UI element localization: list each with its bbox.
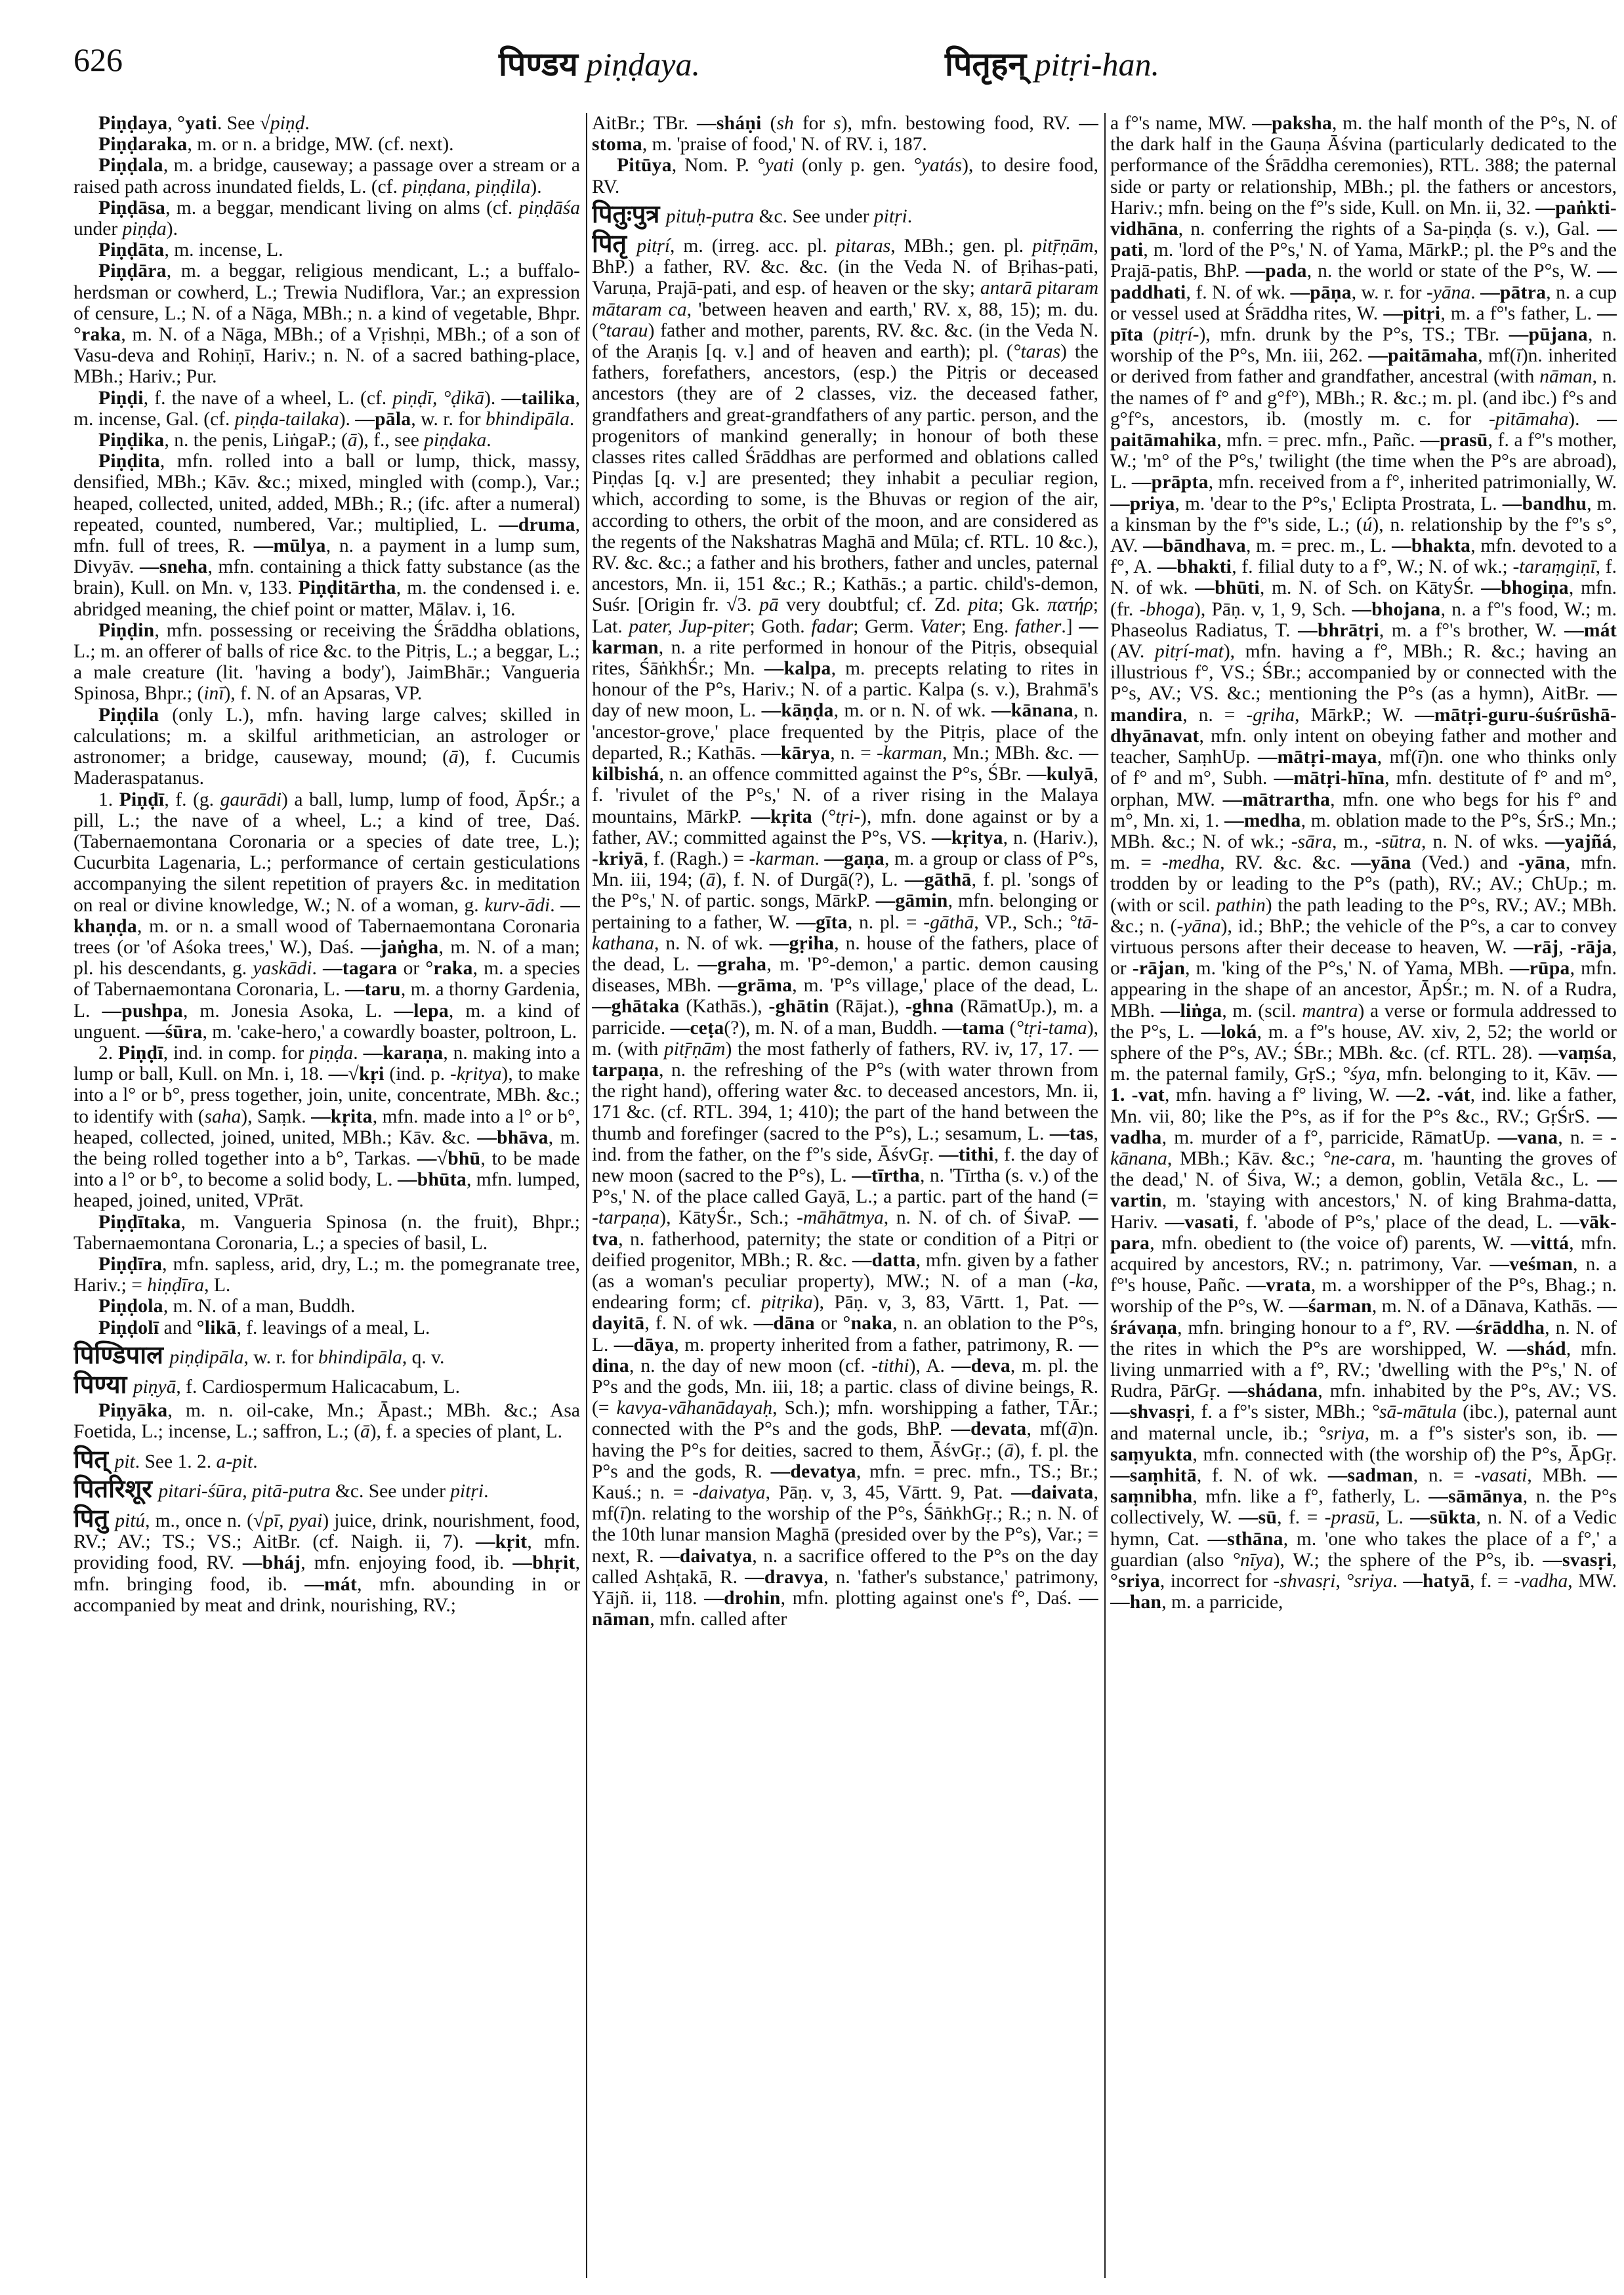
italic-term: ā: [347, 430, 358, 451]
headword: —shvasṛi: [1110, 1401, 1191, 1423]
headword: —priya: [1110, 493, 1175, 514]
italic-term: -pitāmaha: [1488, 408, 1569, 430]
headword: Piṇḍolī: [98, 1317, 159, 1338]
devanagari-headword: पिण्या: [73, 1371, 133, 1399]
italic-term: nāman: [1539, 366, 1593, 388]
italic-term: pitaras: [835, 236, 891, 257]
left-guide-devanagari: पिण्डय: [499, 46, 578, 83]
dictionary-entry: पिण्डिपाल piṇḍipāla, w. r. for bhindipāla, q. v.: [73, 1341, 445, 1369]
headword: —drohin: [704, 1588, 781, 1609]
headword: °raka: [425, 958, 473, 980]
left-guide-transliteration: piṇḍaya.: [586, 46, 700, 83]
right-guide-devanagari: पितृहन्: [945, 46, 1027, 83]
headword: —saṃyukta: [1110, 1422, 1617, 1465]
headword: —paṅkti-vidhāna: [1110, 197, 1617, 240]
dictionary-entry: 2. Piṇḍī, ind. in comp. for piṇḍa. —karaṇa, n. making into a lump or ball, Kull. on Mn. i, 18. —√kṛi (ind. p. -kṛitya), to make into a l° or b°, press together, join, unite, concentrate, MBh. &c.; to identify with (saha), Saṃk. —kṛita, mfn. made into a l° or b°, heaped, collected, joined, united, MBh.; Kāv. &c. —bhāva, m. the being rolled together into a b°, Tarkas. —√bhū, to be made into a l° or b°, to become a solid body, L. —bhūta, mfn. lumped, heaped, joined, united, VPrāt.: [73, 1042, 580, 1212]
dictionary-entry: Piṇḍāta, m. incense, L.: [98, 239, 283, 261]
italic-term: pitṝṇām: [664, 1038, 726, 1060]
italic-term: piṇḍa: [309, 1042, 354, 1064]
italic-term: °ne-cara: [1322, 1148, 1391, 1169]
headword: —sneha: [140, 556, 208, 578]
headword: —vāk-para: [1110, 1211, 1617, 1254]
headword: —stoma: [592, 113, 1098, 155]
italic-term: -karman: [876, 742, 942, 764]
headword: —ceṭa: [670, 1017, 724, 1039]
headword: —śrávaṇa: [1110, 1296, 1617, 1338]
headword: Piṇḍāsa: [98, 197, 166, 218]
italic-term: °yati: [757, 155, 794, 176]
dictionary-entry: Piṇḍītaka, m. Vangueria Spinosa (n. the fruit), Bhpr.; Tabernaemontana Coronaria, L.; a species of basil, L.: [73, 1211, 580, 1254]
headword: —śrāddha: [1456, 1317, 1545, 1338]
italic-term: -vasati: [1474, 1465, 1528, 1486]
headword: —gāthā: [904, 869, 972, 891]
italic-term: pathin: [1216, 894, 1266, 916]
headword: Piṇḍala: [98, 155, 163, 176]
italic-term: -gṛiha: [1246, 704, 1295, 726]
page-header: [0, 41, 1624, 87]
headword: —graha: [697, 953, 767, 975]
italic-term: -kānana: [1110, 1127, 1617, 1169]
dictionary-entry: पित् pit. See 1. 2. a-pit.: [73, 1445, 258, 1474]
headword: —bhogiṇa: [1481, 577, 1569, 599]
headword: —śarman: [1289, 1296, 1372, 1317]
italic-term: pitṛika: [761, 1292, 813, 1313]
headword: —karman: [592, 615, 1098, 658]
headword: —daivatya: [659, 1545, 753, 1567]
dictionary-entry: 1. Piṇḍī, f. (g. gaurādi) a ball, lump, lump of food, ĀpŚr.; a pill, L.; the nave of a wheel, L.; a kind of tree, Daś. (Tabernaemontana Coronaria or a species of date tree, L.); Cucurbita Lagenaria, L.; performance of certain gesticulations accompanying the silent repetition of prayers &c. in meditation on real or divine knowledge, W.; N. of a woman, g. kurv-ādi. —khaṇḍa, m. or n. a small wood of Tabernaemontana Coronaria trees (or 'of Aśoka trees,' W.), Daś. —jaṅgha, m. N. of a man; pl. his descendants, g. yaskādi. —tagara or °raka, m. a species of Tabernaemontana Coronaria, L. —taru, m. a thorny Gardenia, L. —pushpa, m. Jonesia Asoka, L. —lepa, m. a kind of unguent. —śūra, m. 'cake-hero,' a cowardly boaster, poltroon, L.: [73, 789, 580, 1043]
italic-term: °sriya: [1318, 1422, 1365, 1444]
italic-term: pitari-śūra, pitā-putra: [158, 1480, 331, 1502]
headword: —deva: [951, 1355, 1010, 1376]
italic-term: gaurādi: [220, 789, 282, 810]
headword: —tithi: [939, 1144, 994, 1165]
headword: °sriya: [1110, 1571, 1160, 1592]
italic-term: pitṛi: [873, 205, 907, 227]
headword: —bhūta: [397, 1169, 467, 1191]
dictionary-entry: पितृ pitṛí, m. (irreg. acc. pl. pitaras, MBh.; gen. pl. pitṝṇām, BhP.) a father, RV. &c. &c. (in the Veda N. of Bṛihas-pati, Varuṇa, Prajā-pati, and esp. of heaven or the sky; antarā pitaram mātaram ca, 'between heaven and earth,' RV. x, 88, 15); m. du. (°tarau) father and mother, parents, RV. &c. &c. (in the Veda N. of the Araṇis [q. v.] and of heaven and earth); pl. (°taras) the fathers, forefathers, ancestors, (esp.) the Pitṛis or deceased ancestors (they are of 2 classes, viz. the deceased father, grandfathers and great-grandfathers of any partic. person, and the progenitors of mankind generally; in honour of both these classes rites called Śrāddhas are performed and oblations called Piṇḍas [q. v.] are presented; they inhabit a peculiar region, which, according to some, is the Bhuvas or region of the air, according to others, the orbit of the moon, and are considered as the regents of the Nakshatras Maghā and Mūla; cf. RTL. 10 &c.), RV. &c. &c.; a father and his brothers, father and uncles, paternal ancestors, Mn. ii, 151 &c.; R.; Kathās.; a partic. child's-demon, Suśr. [Origin fr. √3. pā very doubtful; cf. Zd. pita; Gk. πατήρ; Lat. pater, Jup-piter; Goth. fadar; Germ. Vater; Eng. father.] —karman, n. a rite performed in honour of the Pitṛis, obsequial rites, ŚāṅkhŚr.; Mn. —kalpa, m. precepts relating to rites in honour of the P°s, Hariv.; N. of a partic. Kalpa (s. v.), Brahmā's day of new moon, L. —kāṇḍa, m. or n. N. of wk. —kānana, n. 'ancestor-grove,' place frequented by the Pitṛis, place of the departed, R.; Kathās. —kārya, n. = -karman, Mn.; MBh. &c. —kilbishá, n. an offence committed against the P°s, ŚBr. —kulyā, f. 'rivulet of the P°s,' N. of a river rising in the Malaya mountains, MārkP. —kṛita (°tṛi-), mfn. done against or by a father, AV.; committed against the P°s, VS. —kṛitya, n. (Hariv.), -kriyā, f. (Ragh.) = -karman. —gaṇa, m. a group or class of P°s, Mn. iii, 194; (ā), f. N. of Durgā(?), L. —gāthā, f. pl. 'songs of the P°s,' N. of partic. songs, MārkP. —gāmin, mfn. belonging or pertaining to a father, W. —gīta, n. pl. = -gāthā, VP., Sch.; °tā-kathana, n. N. of wk. —gṛiha, n. house of the fathers, place of the dead, L. —graha, m. 'P°-demon,' a partic. demon causing diseases, MBh. —grāma, m. 'P°s village,' place of the dead, L. —ghātaka (Kathās.), -ghātin (Rājat.), -ghna (RāmatUp.), m. a parricide. —ceṭa(?), m. N. of a man, Buddh. —tama (°tṛi-tama), m. (with pitṝṇām) the most fatherly of fathers, RV. iv, 17, 17. —tarpaṇa, n. the refreshing of the P°s (with water thrown from the right hand), offering water &c. to deceased ancestors, Mn. ii, 171 &c. (cf. RTL. 394, 1; 410); the part of the hand between the thumb and forefinger (sacred to the P°s), L.; sesamum, L. —tas, ind. from the father, on the f°'s side, ĀśvGṛ. —tithi, f. the day of new moon (sacred to the P°s), L. —tīrtha, n. 'Tīrtha (s. v.) of the P°s,' N. of the place called Gayā, L.; a partic. part of the hand (= -tarpaṇa), KātyŚr., Sch.; -māhātmya, n. N. of ch. of ŚivaP. —tva, n. fatherhood, paternity; the state or condition of a Pitṛi or deified progenitor, MBh.; R. &c. —datta, mfn. given by a father (as a woman's peculiar property), MW.; N. of a man (-ka, endearing form; cf. pitṛika), Pāṇ. v, 3, 83, Vārtt. 1, Pat. —dayitā, f. N. of wk. —dāna or °naka, n. an oblation to the P°s, L. —dāya, m. property inherited from a father, patrimony, R. —dina, n. the day of new moon (cf. -tithi), A. —deva, m. pl. the P°s and the gods, Mn. iii, 18; a partic. class of divine beings, R. (= kavya-vāhanādayaḥ, Sch.); mfn. worshipping a father, TĀr.; connected with the P°s and the gods, BhP. —devata, mf(ā)n. having the P°s for deities, sacred to them, ĀśvGṛ.; (ā), f. pl. the P°s and the gods, R. —devatya, mfn. = prec. mfn., TS.; Br.; Kauś.; n. = -daivatya, Pāṇ. v, 3, 45, Vārtt. 9, Pat. —daivata, mf(ī)n. relating to the worship of the P°s, ŚāṅkhGṛ.; R.; n. N. of the 10th lunar mansion Maghā (presided over by the P°s), Var.; = next, R. —daivatya, n. a sacrifice offered to the P°s on the day called Ashṭakā, R. —dravya, n. 'father's substance,' patrimony, Yājñ. ii, 118. —drohin, mfn. plotting against one's f°, Daś. —nāman, mfn. called after: [592, 230, 1098, 1630]
headword: —gaṇa: [824, 848, 885, 869]
headword: —saṃnibha: [1110, 1465, 1617, 1508]
italic-term: -sāra: [1291, 831, 1332, 852]
headword: °likā: [196, 1317, 237, 1338]
italic-term: piṇḍī, °ḍikā: [392, 387, 485, 409]
dictionary-entry: AitBr.; TBr. —sháṇi (sh for s), mfn. bestowing food, RV. —stoma, m. 'praise of food,' N. of RV. i, 187.: [592, 113, 1098, 155]
dictionary-entry: पिण्या piṇyā, f. Cardiospermum Halicacabum, L.: [73, 1371, 460, 1399]
headword: —rāj: [1513, 936, 1559, 958]
headword: —yajñá: [1545, 831, 1612, 852]
headword: —bhakta: [1392, 535, 1471, 557]
headword: —bhrātṛi: [1298, 619, 1379, 641]
headword: —medha: [1224, 810, 1301, 831]
italic-term: -tarpaṇa: [592, 1207, 660, 1229]
left-guide-word: [499, 41, 700, 85]
column-1: [73, 113, 580, 2278]
italic-term: ā: [448, 747, 459, 768]
headword: —kalpa: [764, 658, 831, 680]
italic-term: ā: [360, 1421, 370, 1443]
italic-term: piṇḍipāla: [169, 1346, 244, 1368]
italic-term: ī: [1417, 747, 1423, 768]
headword: —dāna: [753, 1313, 815, 1334]
italic-term: a-pit: [216, 1451, 253, 1472]
headword: -rāja: [1570, 936, 1612, 958]
headword: —kāṇḍa: [761, 700, 834, 722]
italic-term: °śya: [1342, 1064, 1376, 1085]
headword: —han: [1110, 1592, 1162, 1613]
italic-term: pitṛí-: [1159, 324, 1199, 346]
headword: —vasati: [1165, 1211, 1234, 1233]
italic-term: °tarau: [598, 320, 648, 341]
headword: —ghātaka: [592, 996, 680, 1018]
headword: —prasū: [1420, 430, 1488, 451]
headword: —tailika: [501, 387, 575, 409]
dictionary-entry: Piṇyāka, m. n. oil-cake, Mn.; Āpast.; MBh. &c.; Asa Foetida, L.; incense, L.; saffron, L.; (ā), f. a species of plant, L.: [73, 1400, 580, 1443]
italic-term: piṇḍaka: [424, 430, 487, 451]
italic-term: ī: [619, 1503, 625, 1525]
italic-term: -shvasṛi: [1273, 1571, 1336, 1592]
headword: —kṛita: [751, 806, 812, 827]
headword: —yāna: [1351, 852, 1411, 874]
italic-term: antarā pitaram mātaram ca: [592, 278, 1098, 320]
headword: —saṃhitā: [1110, 1465, 1197, 1486]
headword: —pāla: [355, 408, 411, 430]
devanagari-headword: पिण्डिपाल: [73, 1341, 170, 1369]
headword: °raka: [73, 324, 121, 346]
headword: -ghātin: [768, 996, 829, 1018]
italic-term: piṇyā: [133, 1376, 177, 1397]
italic-term: -karman: [749, 848, 815, 869]
headword: °yati: [177, 113, 217, 134]
italic-term: hiṇḍīra: [147, 1275, 205, 1296]
headword: —pātra: [1480, 281, 1547, 303]
headword: Piṇḍita: [98, 451, 160, 472]
headword: —vartin: [1110, 1169, 1617, 1212]
headword: —sū: [1238, 1507, 1278, 1529]
italic-term: -kṛitya: [449, 1064, 502, 1085]
italic-term: piṇḍāśa: [518, 197, 580, 218]
dictionary-entry: Piṇḍaraka, m. or n. a bridge, MW. (cf. next).: [98, 134, 454, 155]
italic-term: sh: [776, 113, 794, 134]
dictionary-entry: Piṇḍala, m. a bridge, causeway; a passage over a stream or a raised path across inundated fields, L. (cf. piṇḍana, piṇḍila).: [73, 155, 580, 197]
headword: Piṇḍila: [98, 704, 159, 726]
dictionary-entry: Piṇḍaya, °yati. See √piṇḍ.: [98, 113, 310, 134]
italic-term: pituḥ-putra: [665, 205, 755, 227]
italic-term: °nīya: [1232, 1549, 1274, 1571]
headword: —tva: [592, 1207, 1098, 1250]
headword: —bhojana: [1352, 598, 1441, 620]
headword: Piṇḍaraka: [98, 134, 188, 155]
headword: —2. -vát: [1396, 1085, 1470, 1106]
headword: —gṛiha: [769, 932, 835, 954]
headword: —kṛit: [475, 1531, 528, 1553]
italic-term: bhindipāla: [318, 1346, 402, 1368]
right-guide-word: [945, 41, 1159, 85]
devanagari-headword: पितु: [73, 1505, 115, 1533]
headword: —pushpa: [102, 1000, 183, 1022]
headword: —prāpta: [1131, 472, 1209, 493]
headword: —bhakti: [1157, 556, 1232, 578]
dictionary-entry: Piṇḍika, n. the penis, LiṅgaP.; (ā), f., see piṇḍaka.: [98, 430, 491, 451]
headword: —kṛitya: [932, 827, 1003, 848]
headword: —vaṃśa: [1539, 1042, 1612, 1064]
italic-term: °yatás: [913, 155, 963, 176]
headword: —kānana: [991, 700, 1074, 722]
italic-term: pita: [968, 594, 999, 616]
headword: —paitāmaha: [1368, 345, 1478, 367]
italic-term: fadar: [811, 615, 854, 637]
headword: —kṛita: [311, 1106, 373, 1127]
italic-term: -yāna: [1176, 915, 1221, 937]
headword: —bhṛit: [512, 1552, 575, 1574]
headword: —devatya: [770, 1460, 856, 1482]
headword: —loká: [1201, 1021, 1257, 1043]
headword: —mát: [304, 1573, 358, 1595]
italic-term: -tithi: [871, 1355, 909, 1376]
headword: —bhūti: [1195, 577, 1260, 599]
italic-term: -bhoga: [1139, 598, 1195, 620]
italic-term: -taraṃgiṇī: [1512, 556, 1596, 578]
dictionary-entry: Pitūya, Nom. P. °yati (only p. gen. °yatás), to desire food, RV.: [592, 155, 1098, 197]
column-3: [1110, 113, 1617, 2278]
italic-term: pitṛí: [636, 236, 671, 257]
headword: —jaṅgha: [361, 936, 439, 958]
headword: —daivata: [1011, 1482, 1094, 1503]
headword: —tagara: [322, 958, 398, 980]
headword: —mātṛi-maya: [1257, 747, 1377, 768]
headword: —śūra: [145, 1021, 203, 1043]
headword: —pāṇa: [1290, 281, 1352, 303]
headword: —sháṇi: [697, 113, 762, 134]
italic-term: -vadha: [1514, 1571, 1568, 1592]
italic-term: piṇḍa: [122, 218, 167, 240]
column-2: [592, 113, 1098, 2278]
headword: Piṇḍola: [98, 1296, 163, 1317]
headword: Piṇyāka: [98, 1400, 168, 1422]
headword: —√kṛi: [328, 1064, 385, 1085]
headword: —pūjana: [1509, 324, 1588, 346]
headword: °naka: [843, 1313, 893, 1334]
italic-term: -sūtra: [1375, 831, 1422, 852]
headword: -rājan: [1132, 958, 1186, 980]
headword: —dravya: [745, 1566, 824, 1588]
dictionary-entry: Piṇḍola, m. N. of a man, Buddh.: [98, 1296, 356, 1317]
italic-term: -māhātmya: [797, 1207, 884, 1229]
headword: —sūkta: [1410, 1507, 1476, 1529]
headword: —taru: [344, 979, 401, 1001]
headword: —mandira: [1110, 683, 1617, 726]
italic-term: -prasū: [1324, 1507, 1375, 1529]
devanagari-headword: पितरिशूर: [73, 1475, 159, 1503]
headword: —karaṇa: [363, 1042, 444, 1064]
headword: Pitūya: [617, 155, 672, 176]
dictionary-entry: पितरिशूर pitari-śūra, pitā-putra &c. See under pitṛi.: [73, 1475, 489, 1503]
headword: Piṇḍāra: [98, 260, 167, 282]
italic-term: saha: [204, 1106, 241, 1127]
headword: Piṇḍītaka: [98, 1211, 181, 1233]
italic-term: πατήρ: [1047, 594, 1093, 616]
italic-term: √pī, pyai: [253, 1510, 323, 1531]
headword: —mātrartha: [1222, 789, 1331, 810]
headword: -ghna: [906, 996, 954, 1018]
headword: -yāna: [1518, 852, 1566, 874]
headword: —shádana: [1228, 1380, 1318, 1402]
headword: —mātṛi-hīna: [1274, 768, 1385, 789]
dictionary-entry: Piṇḍila (only L.), mfn. having large calves; skilled in calculations; m. a skilful arithmetician, an astrologer or astronomer; a bridge, causeway, mound; (ā), f. Cucumis Maderaspatanus.: [73, 704, 580, 789]
headword: —kārya: [761, 742, 831, 764]
dictionary-entry: Piṇḍāra, m. a beggar, religious mendicant, L.; a buffalo-herdsman or cowherd, L.; Trewia Nudiflora, Var.; an expression of censure, L.; N. of a Nāga, MBh.; n. a kind of vegetable, Bhpr. °raka, m. N. of a Nāga, MBh.; of a Vṛishṇi, MBh.; of a son of Vasu-deva and Rohiṇī, Hariv.; n. N. of a sacred bathing-place, MBh.; Hariv.; Pur.: [73, 260, 580, 388]
headword: Piṇḍi: [98, 387, 144, 409]
headword: —paddhati: [1110, 260, 1617, 303]
headword: —khaṇḍa: [73, 894, 580, 937]
headword: —tama: [942, 1017, 1005, 1039]
column-divider: [1104, 113, 1106, 2278]
headword: —dina: [592, 1334, 1098, 1376]
headword: —vrata: [1246, 1275, 1311, 1296]
headword: —hatyā: [1403, 1571, 1470, 1592]
headword: —bhāva: [477, 1127, 549, 1148]
italic-term: s: [833, 113, 841, 134]
headword: —sthāna: [1207, 1528, 1283, 1550]
headword: Piṇḍī: [119, 789, 165, 810]
italic-term: -gāthā: [923, 911, 974, 933]
headword: Piṇḍāta: [98, 239, 165, 261]
headword: —paksha: [1252, 113, 1333, 134]
italic-term: pitṛí-mat: [1154, 641, 1224, 663]
italic-term: ā: [1068, 1418, 1078, 1440]
headword: —dayitā: [592, 1292, 1098, 1334]
dictionary-entry: Piṇḍin, mfn. possessing or receiving the Śrāddha oblations, L.; m. an offerer of balls of rice &c. to the Pitṛis, L.; a beggar, L.; a male creature (lit. 'having a body'), JaimBhār.; Vangueria Spinosa, Bhpr.; (inī), f. N. of an Apsaras, VP.: [73, 619, 580, 705]
dictionary-entry: Piṇḍi, f. the nave of a wheel, L. (cf. piṇḍī, °ḍikā). —tailika, m. incense, Gal. (cf. piṇḍa-tailaka). —pāla, w. r. for bhindipāla.: [73, 387, 580, 430]
italic-term: yaskādi: [253, 958, 312, 980]
right-guide-transliteration: pitṛi-han.: [1034, 46, 1159, 83]
headword: Piṇḍaya: [98, 113, 168, 134]
headword: —tas: [1049, 1123, 1094, 1144]
headword: —nāman: [592, 1588, 1098, 1630]
italic-term: °sriya: [1346, 1571, 1393, 1592]
headword: —gāmin: [875, 890, 948, 912]
italic-term: ú: [1362, 514, 1373, 535]
italic-term: pitú: [115, 1510, 146, 1531]
headword: —bháj: [242, 1552, 301, 1574]
italic-term: °sā-mātula: [1371, 1401, 1457, 1423]
italic-term: piṇḍana, piṇḍila: [402, 176, 531, 197]
italic-term: kavya-vāhanādayaḥ: [616, 1397, 773, 1419]
headword: Piṇḍin: [98, 619, 155, 641]
italic-term: pitṛi: [450, 1480, 484, 1502]
italic-term: pit: [114, 1451, 135, 1472]
headword: —pati: [1110, 218, 1617, 261]
headword: —liṅga: [1160, 1000, 1222, 1022]
headword: —veśman: [1489, 1253, 1573, 1275]
dictionary-entry: Piṇḍīra, mfn. sapless, arid, dry, L.; m. the pomegranate tree, Hariv.; = hiṇḍīra, L.: [73, 1253, 580, 1296]
headword: —bāndhava: [1143, 535, 1246, 557]
italic-term: -ka: [1068, 1270, 1094, 1292]
headword: —shád: [1507, 1338, 1566, 1359]
italic-term: -daivatya: [692, 1482, 766, 1503]
italic-term: bhindipāla: [486, 408, 570, 430]
headword: —gīta: [796, 911, 848, 933]
italic-term: pā: [759, 594, 779, 616]
headword: —vittá: [1510, 1232, 1570, 1254]
headword: —paitāmahika: [1110, 408, 1617, 451]
italic-term: ī: [1516, 345, 1522, 367]
italic-term: °tṛi-tama: [1016, 1017, 1087, 1039]
page-number: 626: [73, 41, 123, 78]
dictionary-entry: a f°'s name, MW. —paksha, m. the half month of the P°s, N. of the dark half in the Gauṇa Āśvina (particularly dedicated to the performance of the Śrāddha ceremonies), RTL. 388; the paternal side or party or relationship, MBh.; pl. the fathers or ancestors, Hariv.; mfn. being on the f°'s side, Kull. on Mn. ii, 32. —paṅkti-vidhāna, n. conferring the rights of a Sa-piṇḍa (s. v.), Gal. —pati, m. 'lord of the P°s,' N. of Yama, MārkP.; pl. the P°s and the Prajā-patis, BhP. —pada, n. the world or state of the P°s, W. —paddhati, f. N. of wk. —pāṇa, w. r. for -yāna. —pātra, n. a cup or vessel used at Śrāddha rites, W. —pitṛi, m. a f°'s father, L. —pīta (pitṛí-), mfn. drunk by the P°s, TS.; TBr. —pūjana, n. worship of the P°s, Mn. iii, 262. —paitāmaha, mf(ī)n. inherited or derived from father and grandfather, ancestral (with nāman, n. the names of f° and g°f°), MBh.; R. &c.; m. pl. (and ibc.) f°s and g°f°s, ancestors, ib. (mostly m. c. for -pitāmaha). —paitāmahika, mfn. = prec. mfn., Pañc. —prasū, f. a f°'s mother, W.; 'm° of the P°s,' twilight (the time when the P°s are abroad), L. —prāpta, mfn. received from a f°, inherited patrimonially, W. —priya, m. 'dear to the P°s,' Eclipta Prostrata, L. —bandhu, m. a kinsman by the f°'s side, L.; (ú), n. relationship by the f°'s s°, AV. —bāndhava, m. = prec. m., L. —bhakta, mfn. devoted to a f°, A. —bhakti, f. filial duty to a f°, W.; N. of wk.; -taraṃgiṇī, f. N. of wk. —bhūti, m. N. of Sch. on KātyŚr. —bhogiṇa, mfn. (fr. -bhoga), Pāṇ. v, 1, 9, Sch. —bhojana, n. a f°'s food, W.; m. Phaseolus Radiatus, T. —bhrātṛi, m. a f°'s brother, W. —mát (AV. pitṛí-mat), mfn. having a f°, MBh.; R. &c.; having an illustrious f°, VS.; ŚBr.; accompanied by or connected with the P°s, AV.; VS. &c.; mentioning the P°s (as a hymn), AitBr. —mandira, n. = -gṛiha, MārkP.; W. —mātṛi-guru-śuśrūshā-dhyānavat, mfn. only intent on obeying father and mother and teacher, SaṃhUp. —mātṛi-maya, mf(ī)n. one who thinks only of f° and m°, Subh. —mātṛi-hīna, mfn. destitute of f° and m°, orphan, MW. —mātrartha, mfn. one who begs for his f° and m°, Mn. xi, 1. —medha, m. oblation made to the P°s, ŚrS.; Mn.; MBh. &c.; N. of wk.; -sāra, m., -sūtra, n. N. of wks. —yajñá, m. = -medha, RV. &c. &c. —yāna (Ved.) and -yāna, mfn. trodden by or leading to the P°s (path), RV.; AV.; ChUp.; m. (with or scil. pathin) the path leading to the P°s, RV.; AV.; MBh. &c.; n. (-yāna), id.; BhP.; the vehicle of the P°s, a car to convey virtuous persons after their decease to heaven, W. —rāj, -rāja, or -rājan, m. 'king of the P°s,' N. of Yama, MBh. —rūpa, mfn. appearing in the shape of an ancestor, ĀpŚr.; m. N. of a Rudra, MBh. —liṅga, m. (scil. mantra) a verse or formula addressed to the P°s, L. —loká, m. a f°'s house, AV. xiv, 2, 52; the world or sphere of the P°s, AV.; ŚBr.; MBh. &c. (cf. RTL. 28). —vaṃśa, m. the paternal family, GṛS.; °śya, mfn. belonging to it, Kāv. —1. -vat, mfn. having a f° living, W. —2. -vát, ind. like a father, Mn. vii, 80; like the P°s, as if for the P°s &c., RV.; GṛŚrS. —vadha, m. murder of a f°, parricide, RāmatUp. —vana, n. = -kānana, MBh.; Kāv. &c.; °ne-cara, m. 'haunting the groves of the dead,' N. of Śiva, W.; a demon, goblin, Vetāla &c., L. —vartin, m. 'staying with ancestors,' N. of king Brahma-datta, Hariv. —vasati, f. 'abode of P°s,' place of the dead, L. —vāk-para, mfn. obedient to (the voice of) parents, W. —vittá, mfn. acquired by ancestors, RV.; n. patrimony, Var. —veśman, n. a f°'s house, Pañc. —vrata, m. a worshipper of the P°s, Bhag.; n. worship of the P°s, W. —śarman, m. N. of a Dānava, Kathās. —śrávaṇa, mfn. bringing honour to a f°, RV. —śrāddha, n. N. of the rites in which the P°s are worshipped, W. —shád, mfn. living unmarried with a f°, RV.; 'dwelling with the P°s,' N. of Rudra, PārGṛ. —shádana, mfn. inhabited by the P°s, AV.; VS. —shvasṛi, f. a f°'s sister, MBh.; °sā-mātula (ibc.), paternal aunt and maternal uncle, ib.; °sriya, m. a f°'s sister's son, ib. —saṃyukta, mfn. connected with (the worship of) the P°s, ĀpGṛ. —saṃhitā, f. N. of wk. —sadman, n. = -vasati, MBh. —saṃnibha, mfn. like a f°, fatherly, L. —sāmānya, n. the P°s collectively, W. —sū, f. = -prasū, L. —sūkta, n. N. of a Vedic hymn, Cat. —sthāna, m. 'one who takes the place of a f°,' a guardian (also °nīya), W.; the sphere of the P°s, ib. —svasṛi, °sriya, incorrect for -shvasṛi, °sriya. —hatyā, f. = -vadha, MW. —han, m. a parricide,: [1110, 113, 1617, 1613]
devanagari-headword: पितृ: [592, 230, 637, 258]
headword: Piṇḍī: [118, 1042, 163, 1064]
headword: —mūlya: [253, 535, 326, 557]
headword: —druma: [499, 514, 575, 535]
headword: —sāmānya: [1428, 1486, 1523, 1508]
dictionary-entry: Piṇḍolī and °likā, f. leavings of a meal, L.: [98, 1317, 430, 1338]
dictionary-entry: पितु pitú, m., once n. (√pī, pyai) juice, drink, nourishment, food, RV.; AV.; TS.; VS.; AitBr. (cf. Naigh. ii, 7). —kṛit, mfn. providing food, RV. —bháj, mfn. enjoying food, ib. —bhṛit, mfn. bringing food, ib. —mát, mfn. abounding in or accompanied by meat and drink, nourishing, RV.;: [73, 1505, 580, 1616]
italic-term: ā: [1004, 1439, 1014, 1461]
italic-term: °taras: [1012, 341, 1061, 363]
devanagari-headword: पितुःपुत्र: [592, 200, 666, 228]
headword: —√bhū: [417, 1148, 481, 1169]
headword: —tarpaṇa: [592, 1038, 1098, 1081]
headword: —vana: [1497, 1127, 1558, 1148]
italic-term: mantra: [1302, 1000, 1358, 1022]
italic-term: °tā-kathana: [592, 911, 1098, 954]
headword: Piṇḍitārtha: [298, 577, 396, 599]
italic-term: father: [1014, 615, 1062, 637]
headword: —dāya: [614, 1334, 675, 1355]
italic-term: Vater: [920, 615, 961, 637]
italic-term: °tṛi-: [827, 806, 861, 827]
headword: —mātṛi-guru-śuśrūshā-dhyānavat: [1110, 704, 1617, 747]
dictionary-entry: Piṇḍāsa, m. a beggar, mendicant living on alms (cf. piṇḍāśa under piṇḍa).: [73, 197, 580, 240]
headword: —devata: [951, 1418, 1027, 1440]
headword: —pada: [1245, 260, 1307, 282]
headword: Piṇḍīra: [98, 1253, 163, 1275]
headword: —kulyā: [1026, 764, 1094, 785]
italic-term: √piṇḍ: [259, 113, 305, 134]
italic-term: kurv-ādi: [484, 894, 551, 916]
headword: —bandhu: [1502, 493, 1587, 514]
italic-term: -yāna: [1426, 281, 1471, 303]
headword: —pitṛi: [1383, 302, 1441, 324]
italic-term: pater, Jup-piter: [629, 615, 750, 637]
headword: —1. -vat: [1110, 1064, 1617, 1106]
headword: —mát: [1564, 619, 1617, 641]
headword: -kriyā: [592, 848, 644, 869]
headword: —datta: [852, 1249, 916, 1271]
devanagari-headword: पित्: [73, 1445, 115, 1474]
italic-term: ā: [705, 869, 716, 891]
headword: —tīrtha: [852, 1165, 920, 1186]
italic-term: -medha: [1161, 852, 1220, 874]
headword: —sadman: [1327, 1465, 1413, 1486]
headword: —kilbishá: [592, 742, 1098, 785]
italic-term: inī: [203, 683, 224, 705]
headword: —rūpa: [1509, 958, 1570, 980]
italic-term: pitṝṇām: [1032, 236, 1094, 257]
column-divider: [586, 113, 587, 2278]
dictionary-entry: पितुःपुत्र pituḥ-putra &c. See under pitṛi.: [592, 200, 913, 228]
headword: —svasṛi: [1543, 1549, 1612, 1571]
headword: —pīta: [1110, 302, 1617, 346]
headword: Piṇḍika: [98, 430, 165, 451]
dictionary-entry: Piṇḍita, mfn. rolled into a ball or lump, thick, massy, densified, MBh.; Kāv. &c.; mixed, mingled with (comp.), Var.; heaped, collected, united, added, MBh.; R.; (ifc. after a numeral) repeated, counted, numbered, Var.; multiplied, L. —druma, mfn. full of trees, R. —mūlya, n. a payment in a lump sum, Divyāv. —sneha, mfn. containing a thick fatty substance (as the brain), Kull. on Mn. v, 133. Piṇḍitārtha, m. the condensed i. e. abridged meaning, the chief point or matter, Mālav. i, 16.: [73, 451, 580, 620]
headword: —vadha: [1110, 1106, 1617, 1148]
headword: —grāma: [718, 975, 793, 997]
headword: —lepa: [394, 1000, 449, 1022]
italic-term: piṇḍa-tailaka: [234, 408, 339, 430]
